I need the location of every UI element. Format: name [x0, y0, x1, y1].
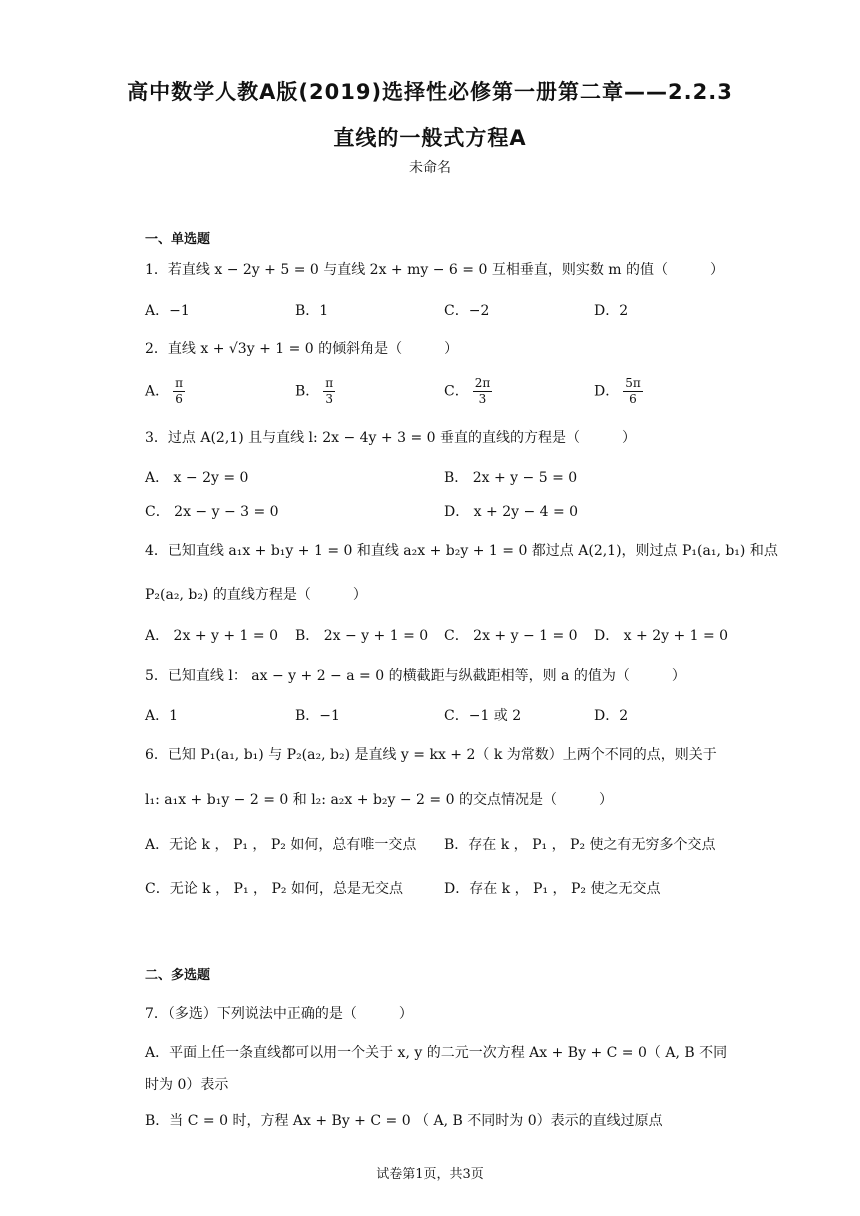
question-1-stem: 1．若直线 x − 2y + 5 = 0 与直线 2x + my − 6 = 0 互相垂直，则实数 m 的值（ ） [145, 262, 724, 278]
question-5-option-c: C．−1 或 2 [444, 708, 522, 724]
question-2-option-a [145, 376, 185, 407]
fraction-denominator: 3 [478, 392, 487, 406]
question-5-option-b: B．−1 [295, 708, 340, 724]
question-1-option-b: B．1 [295, 303, 329, 319]
question-1-option-d: D．2 [594, 303, 629, 319]
option-label: B． [295, 383, 320, 400]
question-4-stem-line-2: P₂(a₂, b₂) 的直线方程是（ ） [145, 587, 367, 603]
page-title-line-1: 高中数学人教A版(2019)选择性必修第一册第二章——2.2.3 [127, 80, 733, 104]
question-6-option-c: C．无论 k ， P₁ ， P₂ 如何，总是无交点 [145, 881, 403, 897]
question-5-option-a: A．1 [145, 708, 179, 724]
fraction-numerator: 5π [625, 376, 641, 390]
fraction-denominator: 3 [325, 392, 334, 406]
question-5-stem: 5．已知直线 l： ax − y + 2 − a = 0 的横截距与纵截距相等，则 a 的值为（ ） [145, 668, 686, 684]
question-6-option-a: A．无论 k ， P₁ ， P₂ 如何，总有唯一交点 [145, 837, 417, 853]
question-3-option-b: B． 2x + y − 5 = 0 [444, 470, 578, 486]
section-heading-multiple-choice: 二、多选题 [145, 968, 211, 983]
question-3-option-a: A． x − 2y = 0 [145, 470, 249, 486]
question-2-stem: 2．直线 x + √3y + 1 = 0 的倾斜角是（ ） [145, 341, 459, 357]
question-7-option-b: B．当 C = 0 时，方程 Ax + By + C = 0 （ A, B 不同时为 0）表示的直线过原点 [145, 1113, 663, 1129]
question-6-option-b: B．存在 k ， P₁ ， P₂ 使之有无穷多个交点 [444, 837, 716, 853]
fraction-denominator: 6 [629, 392, 637, 406]
question-3-option-c: C． 2x − y − 3 = 0 [145, 504, 279, 520]
question-4-option-d: D． x + 2y + 1 = 0 [594, 628, 729, 644]
question-2-option-b [295, 376, 335, 407]
question-3-stem: 3．过点 A(2,1) 且与直线 l: 2x − 4y + 3 = 0 垂直的直线的方程是（ ） [145, 430, 636, 446]
question-2-option-d [594, 376, 643, 407]
fraction-numerator: 2π [474, 376, 491, 390]
fraction [623, 376, 643, 407]
question-2-option-c [444, 376, 492, 407]
question-6-stem-line-1: 6．已知 P₁(a₁, b₁) 与 P₂(a₂, b₂) 是直线 y = kx + 2（ k 为常数）上两个不同的点，则关于 [145, 747, 717, 763]
question-7-stem: 7．（多选）下列说法中正确的是（ ） [145, 1006, 413, 1022]
page-title-line-2: 直线的一般式方程A [333, 126, 527, 150]
question-4-option-a: A． 2x + y + 1 = 0 [145, 628, 278, 644]
question-6-stem-line-2: l₁: a₁x + b₁y − 2 = 0 和 l₂: a₂x + b₂y − 2 = 0 的交点情况是（ ） [145, 792, 613, 808]
fraction-numerator: π [325, 376, 334, 390]
fraction [323, 376, 335, 407]
question-5-option-d: D．2 [594, 708, 629, 724]
fraction [173, 376, 185, 407]
option-label: D． [594, 383, 620, 400]
question-3-option-d: D． x + 2y − 4 = 0 [444, 504, 579, 520]
option-label: A． [145, 383, 170, 400]
option-label: C． [444, 383, 469, 400]
page-footer: 试卷第1页，共3页 [376, 1167, 484, 1182]
question-4-stem-line-1: 4．已知直线 a₁x + b₁y + 1 = 0 和直线 a₂x + b₂y + 1 = 0 都过点 A(2,1)，则过点 P₁(a₁, b₁) 和点 [145, 543, 778, 559]
fraction-denominator: 6 [175, 392, 183, 406]
question-6-option-d: D．存在 k ， P₁ ， P₂ 使之无交点 [444, 881, 661, 897]
fraction-numerator: π [175, 376, 184, 390]
section-heading-single-choice: 一、单选题 [145, 232, 211, 247]
question-4-option-c: C． 2x + y − 1 = 0 [444, 628, 578, 644]
page-subtitle: 未命名 [409, 160, 451, 176]
question-7-option-a-line-2: 时为 0）表示 [145, 1077, 229, 1093]
question-7-option-a-line-1: A．平面上任一条直线都可以用一个关于 x, y 的二元一次方程 Ax + By + C = 0（ A, B 不同 [145, 1045, 728, 1061]
question-1-option-a: A．−1 [145, 303, 190, 319]
question-4-option-b: B． 2x − y + 1 = 0 [295, 628, 429, 644]
fraction [473, 376, 493, 407]
question-1-option-c: C．−2 [444, 303, 490, 319]
